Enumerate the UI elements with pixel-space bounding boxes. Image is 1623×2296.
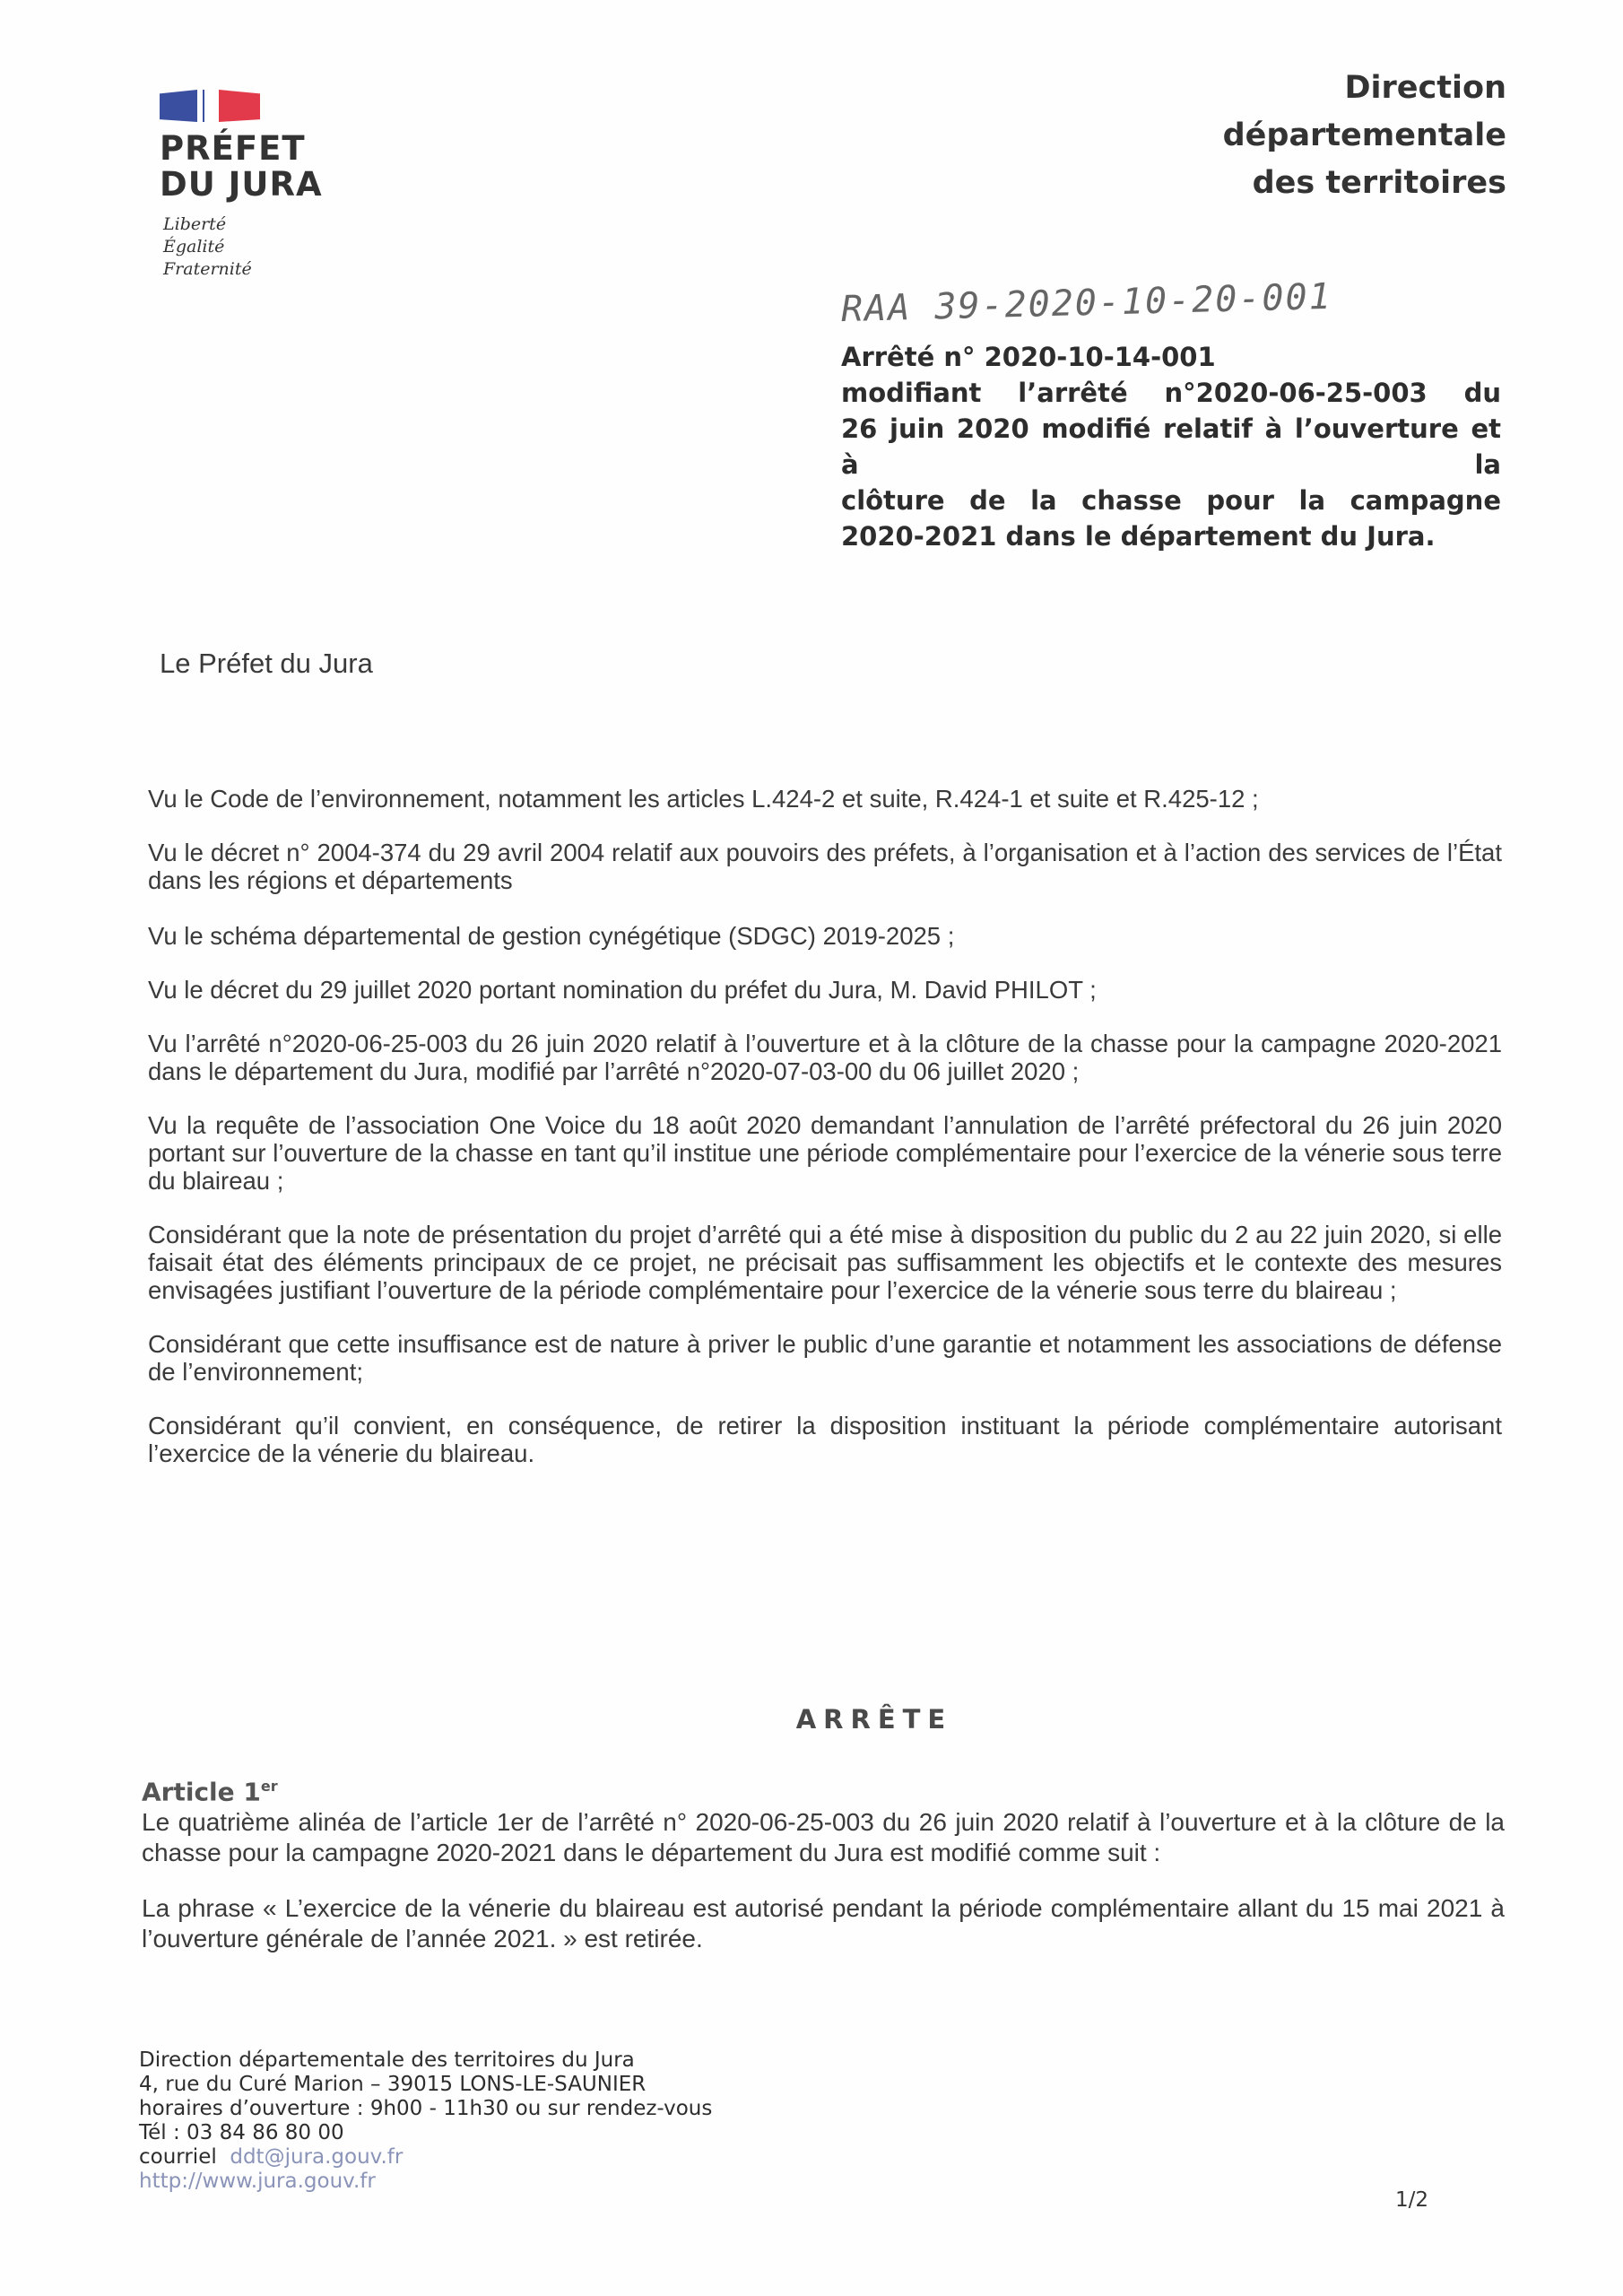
considerant-paragraph: Considérant que la note de présentation du projet d’arrêté qui a été mise à disposition du public du 2 au 22 juin 2020, si elle faisait état des éléments principaux de ce projet, ne précisait pas suffisamment les objectifs et le contexte des mesures envisagées justifiant l’ouverture de la période complémentaire pour l’exercice de la vénerie sous terre du blaireau ; — [148, 1221, 1502, 1304]
footer-line-3: horaires d’ouverture : 9h00 - 11h30 ou sur rendez-vous — [139, 2097, 713, 2120]
arrete-header-line-3: 26 juin 2020 modifié relatif à l’ouverture et à la — [841, 413, 1501, 480]
arrete-header — [841, 339, 1501, 554]
visa-paragraph: Vu la requête de l’association One Voice du 18 août 2020 demandant l’annulation de l’arrêté préfectoral du 26 juin 2020 portant sur l’ouverture de la chasse en tant qu’il institue une période complémentaire pour l’exercice de la vénerie sous terre du blaireau ; — [148, 1111, 1502, 1195]
marianne-flag-icon — [160, 83, 357, 122]
email-link[interactable]: ddt@jura.gouv.fr — [230, 2145, 404, 2169]
arrete-header-line-2: modifiant l’arrêté n°2020-06-25-003 du — [841, 378, 1501, 408]
considerant-paragraph: Considérant qu’il convient, en conséquence, de retirer la disposition instituant la période complémentaire autorisant l’exercice de la vénerie du blaireau. — [148, 1412, 1502, 1467]
arrete-header-line-5: 2020-2021 dans le département du Jura. — [841, 521, 1436, 552]
issuing-directorate — [1223, 65, 1506, 207]
visa-paragraph: Vu le décret du 29 juillet 2020 portant nomination du préfet du Jura, M. David PHILOT ; — [148, 976, 1097, 1004]
visa-paragraph: Vu le Code de l’environnement, notamment les articles L.424-2 et suite, R.424-1 et suite et R.425-12 ; — [148, 785, 1259, 813]
website-link[interactable]: http://www.jura.gouv.fr — [139, 2170, 376, 2193]
logo-line-2: DU JURA — [160, 165, 323, 204]
footer-email-line — [139, 2145, 712, 2170]
logo-line-1: PRÉFET — [160, 129, 306, 168]
footer-line-4: Tél : 03 84 86 80 00 — [139, 2121, 344, 2144]
motto-liberte: Liberté — [163, 214, 227, 234]
visa-paragraph: Vu l’arrêté n°2020-06-25-003 du 26 juin 2020 relatif à l’ouverture et à la clôture de la chasse pour la campagne 2020-2021 dans le département du Jura, modifié par l’arrêté n°2020-07-03-00 du 06 juillet 2020 ; — [148, 1030, 1502, 1085]
prefet-heading: Le Préfet du Jura — [160, 648, 373, 679]
footer-line-2: 4, rue du Curé Marion – 39015 LONS-LE-SAUNIER — [139, 2073, 647, 2096]
visas-list — [148, 785, 1502, 1493]
article-paragraph-2: La phrase « L’exercice de la vénerie du blaireau est autorisé pendant la période complémentaire allant du 15 mai 2021 à l’ouverture générale de l’année 2021. » est retirée. — [142, 1894, 1505, 1953]
article-paragraph-1: Le quatrième alinéa de l’article 1er de l’arrêté n° 2020-06-25-003 du 26 juin 2020 relatif à l’ouverture et à la clôture de la chasse pour la campagne 2020-2021 dans le département du Jura est modifié comme suit : — [142, 1808, 1505, 1867]
motto-fraternite: Fraternité — [163, 259, 252, 279]
raa-handwritten-stamp: RAA 39-2020-10-20-001 — [840, 275, 1333, 331]
direction-line-3: des territoires — [1252, 165, 1506, 201]
motto-egalite: Égalité — [163, 237, 225, 257]
considerant-paragraph: Considérant que cette insuffisance est de nature à priver le public d’une garantie et notamment les associations de défense de l’environnement; — [148, 1330, 1502, 1386]
page-number: 1/2 — [1395, 2188, 1429, 2212]
article-1 — [142, 1771, 1505, 1954]
direction-line-2: départementale — [1222, 117, 1506, 153]
visa-paragraph: Vu le décret n° 2004-374 du 29 avril 2004 relatif aux pouvoirs des préfets, à l’organisation et à l’action des services de l’État dans les régions et départements — [148, 839, 1502, 894]
article-title: Article 1er — [142, 1777, 278, 1807]
direction-line-1: Direction — [1344, 70, 1506, 106]
prefet-logo — [160, 83, 357, 281]
arrete-header-line-4: clôture de la chasse pour la campagne — [841, 485, 1501, 516]
arrete-title: ARRÊTE — [795, 1704, 953, 1735]
footer-line-1: Direction départementale des territoires du Jura — [139, 2048, 635, 2072]
republic-motto — [160, 213, 357, 281]
arrete-number: Arrêté n° 2020-10-14-001 — [841, 342, 1216, 372]
courriel-label: courriel — [139, 2145, 217, 2169]
visa-paragraph: Vu le schéma départemental de gestion cynégétique (SDGC) 2019-2025 ; — [148, 922, 955, 950]
footer-contact — [139, 2048, 712, 2194]
